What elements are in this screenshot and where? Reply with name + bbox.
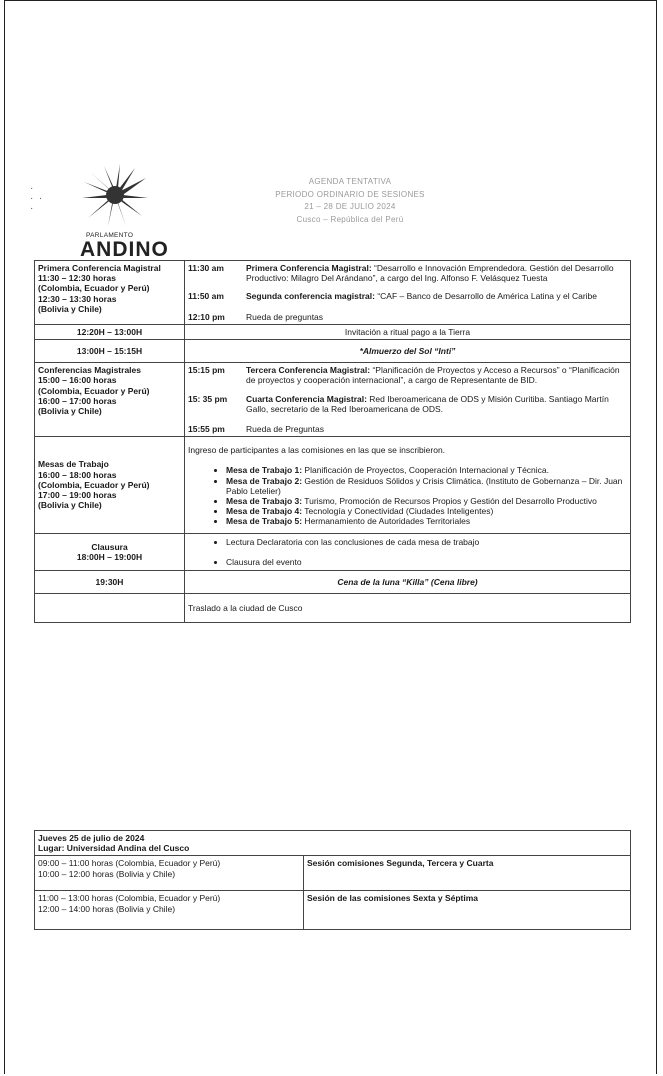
row-content-cell: Traslado a la ciudad de Cusco — [185, 594, 631, 623]
entry-title: Segunda conferencia magistral: — [246, 291, 375, 302]
session-title: Conferencias Magistrales — [38, 365, 141, 376]
row-content-cell: *Almuerzo del Sol “Inti” — [185, 340, 631, 363]
time-line: 09:00 – 11:00 horas (Colombia, Ecuador y Perú) — [38, 858, 221, 869]
table-row — [35, 533, 631, 570]
header-line-3: 21 – 28 DE JULIO 2024 — [304, 202, 396, 211]
row-label-cell — [35, 363, 185, 437]
table-row — [35, 891, 631, 930]
list-item — [226, 465, 627, 475]
agenda-header — [240, 176, 460, 226]
session-time: 16:00 – 18:00 horas — [38, 469, 117, 480]
table-row — [35, 856, 631, 891]
logo-big-text: ANDINO — [80, 238, 169, 261]
entry-text: “Desarrollo e Innovación Emprendedora. Gestión del Desarrollo Productivo: Milagro Del Arándano”, a cargo del Ing. Alfonso F. Velásquez Tuesta — [246, 263, 614, 284]
row-label-cell — [35, 594, 185, 623]
entry-text: Rueda de Preguntas — [246, 424, 324, 435]
time-line: 11:00 – 13:00 horas (Colombia, Ecuador y Perú) — [38, 893, 221, 904]
list-item — [226, 476, 627, 496]
list-item — [226, 496, 627, 506]
logo-small-text: PARLAMENTO — [86, 232, 134, 239]
session-time: 17:00 – 19:00 horas — [38, 490, 117, 501]
sun-emblem-icon — [80, 164, 150, 228]
entry-text: Rueda de preguntas — [246, 311, 324, 322]
time-cell — [35, 856, 304, 891]
table-row — [35, 261, 631, 325]
mesa-text: Tecnología y Conectividad (Ciudades Inteligentes) — [302, 506, 494, 517]
list-item: • Lectura Declaratoria con las conclusiones de cada mesa de trabajo — [226, 537, 627, 547]
table-row — [35, 324, 631, 339]
venue-heading: Lugar: Universidad Andina del Cusco — [38, 843, 190, 854]
session-title: Primera Conferencia Magistral — [38, 263, 161, 273]
session-countries: (Bolivia y Chile) — [38, 406, 102, 417]
agenda-entry — [188, 365, 627, 385]
mesa-title: Mesa de Trabajo 1: — [226, 465, 303, 476]
table-row — [35, 831, 631, 856]
session-countries: (Bolivia y Chile) — [38, 500, 102, 511]
row-label-cell — [35, 533, 185, 570]
session-countries: (Colombia, Ecuador y Perú) — [38, 385, 150, 396]
row-content-cell: Cena de la luna “Killa” (Cena libre) — [185, 571, 631, 594]
row-content-cell: Invitación a ritual pago a la Tierra — [185, 324, 631, 339]
row-label-cell — [35, 261, 185, 325]
entry-time: 15:15 pm — [188, 365, 225, 376]
mesa-title: Mesa de Trabajo 4: — [226, 506, 303, 517]
session-time: 12:30 – 13:30 horas — [38, 293, 117, 304]
entry-time: 11:30 am — [188, 263, 224, 273]
row-label-cell: 12:20H – 13:00H — [35, 324, 185, 339]
day-heading: Jueves 25 de julio de 2024 — [38, 833, 145, 843]
thursday-table — [34, 830, 631, 930]
mesa-title: Mesa de Trabajo 3: — [226, 496, 303, 507]
time-line: 10:00 – 12:00 horas (Bolivia y Chile) — [38, 868, 176, 879]
row-content-cell — [185, 261, 631, 325]
entry-title: Primera Conferencia Magistral: — [246, 263, 372, 273]
agenda-entry — [188, 263, 627, 283]
session-cell: Sesión comisiones Segunda, Tercera y Cuarta — [304, 856, 631, 891]
entry-time: 15:55 pm — [188, 424, 225, 435]
table-header-cell — [35, 831, 631, 856]
mesas-intro: Ingreso de participantes a las comisiones en las que se inscribieron. — [188, 445, 446, 456]
list-item: • Clausura del evento — [226, 557, 627, 567]
agenda-entry — [188, 312, 627, 322]
entry-time: 12:10 pm — [188, 311, 225, 322]
parlamento-andino-logo — [42, 164, 169, 264]
row-label-cell — [35, 437, 185, 533]
time-line: 12:00 – 14:00 horas (Bolivia y Chile) — [38, 903, 176, 914]
entry-title: Cuarta Conferencia Magistral: — [246, 393, 367, 404]
session-time: 16:00 – 17:00 horas — [38, 395, 117, 406]
entry-title: Tercera Conferencia Magistral: — [246, 365, 371, 376]
row-content-cell — [185, 533, 631, 570]
list-item — [226, 506, 627, 516]
mesas-list — [188, 465, 627, 526]
session-cell: Sesión de las comisiones Sexta y Séptima — [304, 891, 631, 930]
entry-time: 15: 35 pm — [188, 393, 228, 404]
entry-text: “Planificación de Proyectos y Acceso a Recursos” o “Planificación de proyectos y cooperación internacional”, a cargo de Representante de BID. — [246, 365, 620, 386]
agenda-entry — [188, 394, 627, 414]
agenda-entry — [188, 291, 627, 301]
mesa-title: Mesa de Trabajo 2: — [226, 475, 303, 486]
entry-text: “CAF – Banco de Desarrollo de América Latina y el Caribe — [374, 291, 598, 302]
mesa-text: Gestión de Residuos Sólidos y Crisis Climática. (Instituto de Gobernanza – Dir. Juan Pablo Letelier) — [226, 475, 623, 496]
session-title: Mesas de Trabajo — [38, 459, 109, 470]
session-countries: (Bolivia y Chile) — [38, 303, 102, 314]
row-content-cell — [185, 363, 631, 437]
session-title: Clausura — [91, 541, 128, 552]
decorative-dots: · · · · — [30, 183, 43, 214]
header-line-2: PERIODO ORDINARIO DE SESIONES — [275, 189, 425, 199]
agenda-entry — [188, 424, 627, 434]
session-time: 15:00 – 16:00 horas — [38, 375, 117, 386]
table-row — [35, 594, 631, 623]
mesa-title: Mesa de Trabajo 5: — [226, 516, 303, 527]
table-row — [35, 571, 631, 594]
row-label-cell: 13:00H – 15:15H — [35, 340, 185, 363]
session-countries: (Colombia, Ecuador y Perú) — [38, 479, 150, 490]
header-line-4: Cusco – República del Perú — [296, 214, 404, 224]
entry-time: 11:50 am — [188, 291, 224, 302]
agenda-table — [34, 260, 631, 623]
row-label-cell: 19:30H — [35, 571, 185, 594]
mesa-text: Hermanamiento de Autoridades Territoriales — [302, 516, 471, 527]
mesa-text: Turismo, Promoción de Recursos Propios y Gestión del Desarrollo Productivo — [302, 496, 597, 507]
row-content-cell — [185, 437, 631, 533]
table-row — [35, 363, 631, 437]
session-time: 18:00H – 19:00H — [76, 551, 143, 562]
list-item — [226, 516, 627, 526]
session-time: 11:30 – 12:30 horas — [38, 273, 116, 284]
session-countries: (Colombia, Ecuador y Perú) — [38, 283, 150, 294]
mesa-text: Planificación de Proyectos, Cooperación Internacional y Técnica. — [302, 465, 550, 476]
table-row — [35, 437, 631, 533]
entry-text: Red Iberoamericana de ODS y Misión Curitiba. Santiago Martín Gallo, secretario de la Red Iberoamericana de ODS. — [246, 393, 609, 414]
header-line-1: AGENDA TENTATIVA — [308, 177, 392, 186]
time-cell — [35, 891, 304, 930]
table-row — [35, 340, 631, 363]
